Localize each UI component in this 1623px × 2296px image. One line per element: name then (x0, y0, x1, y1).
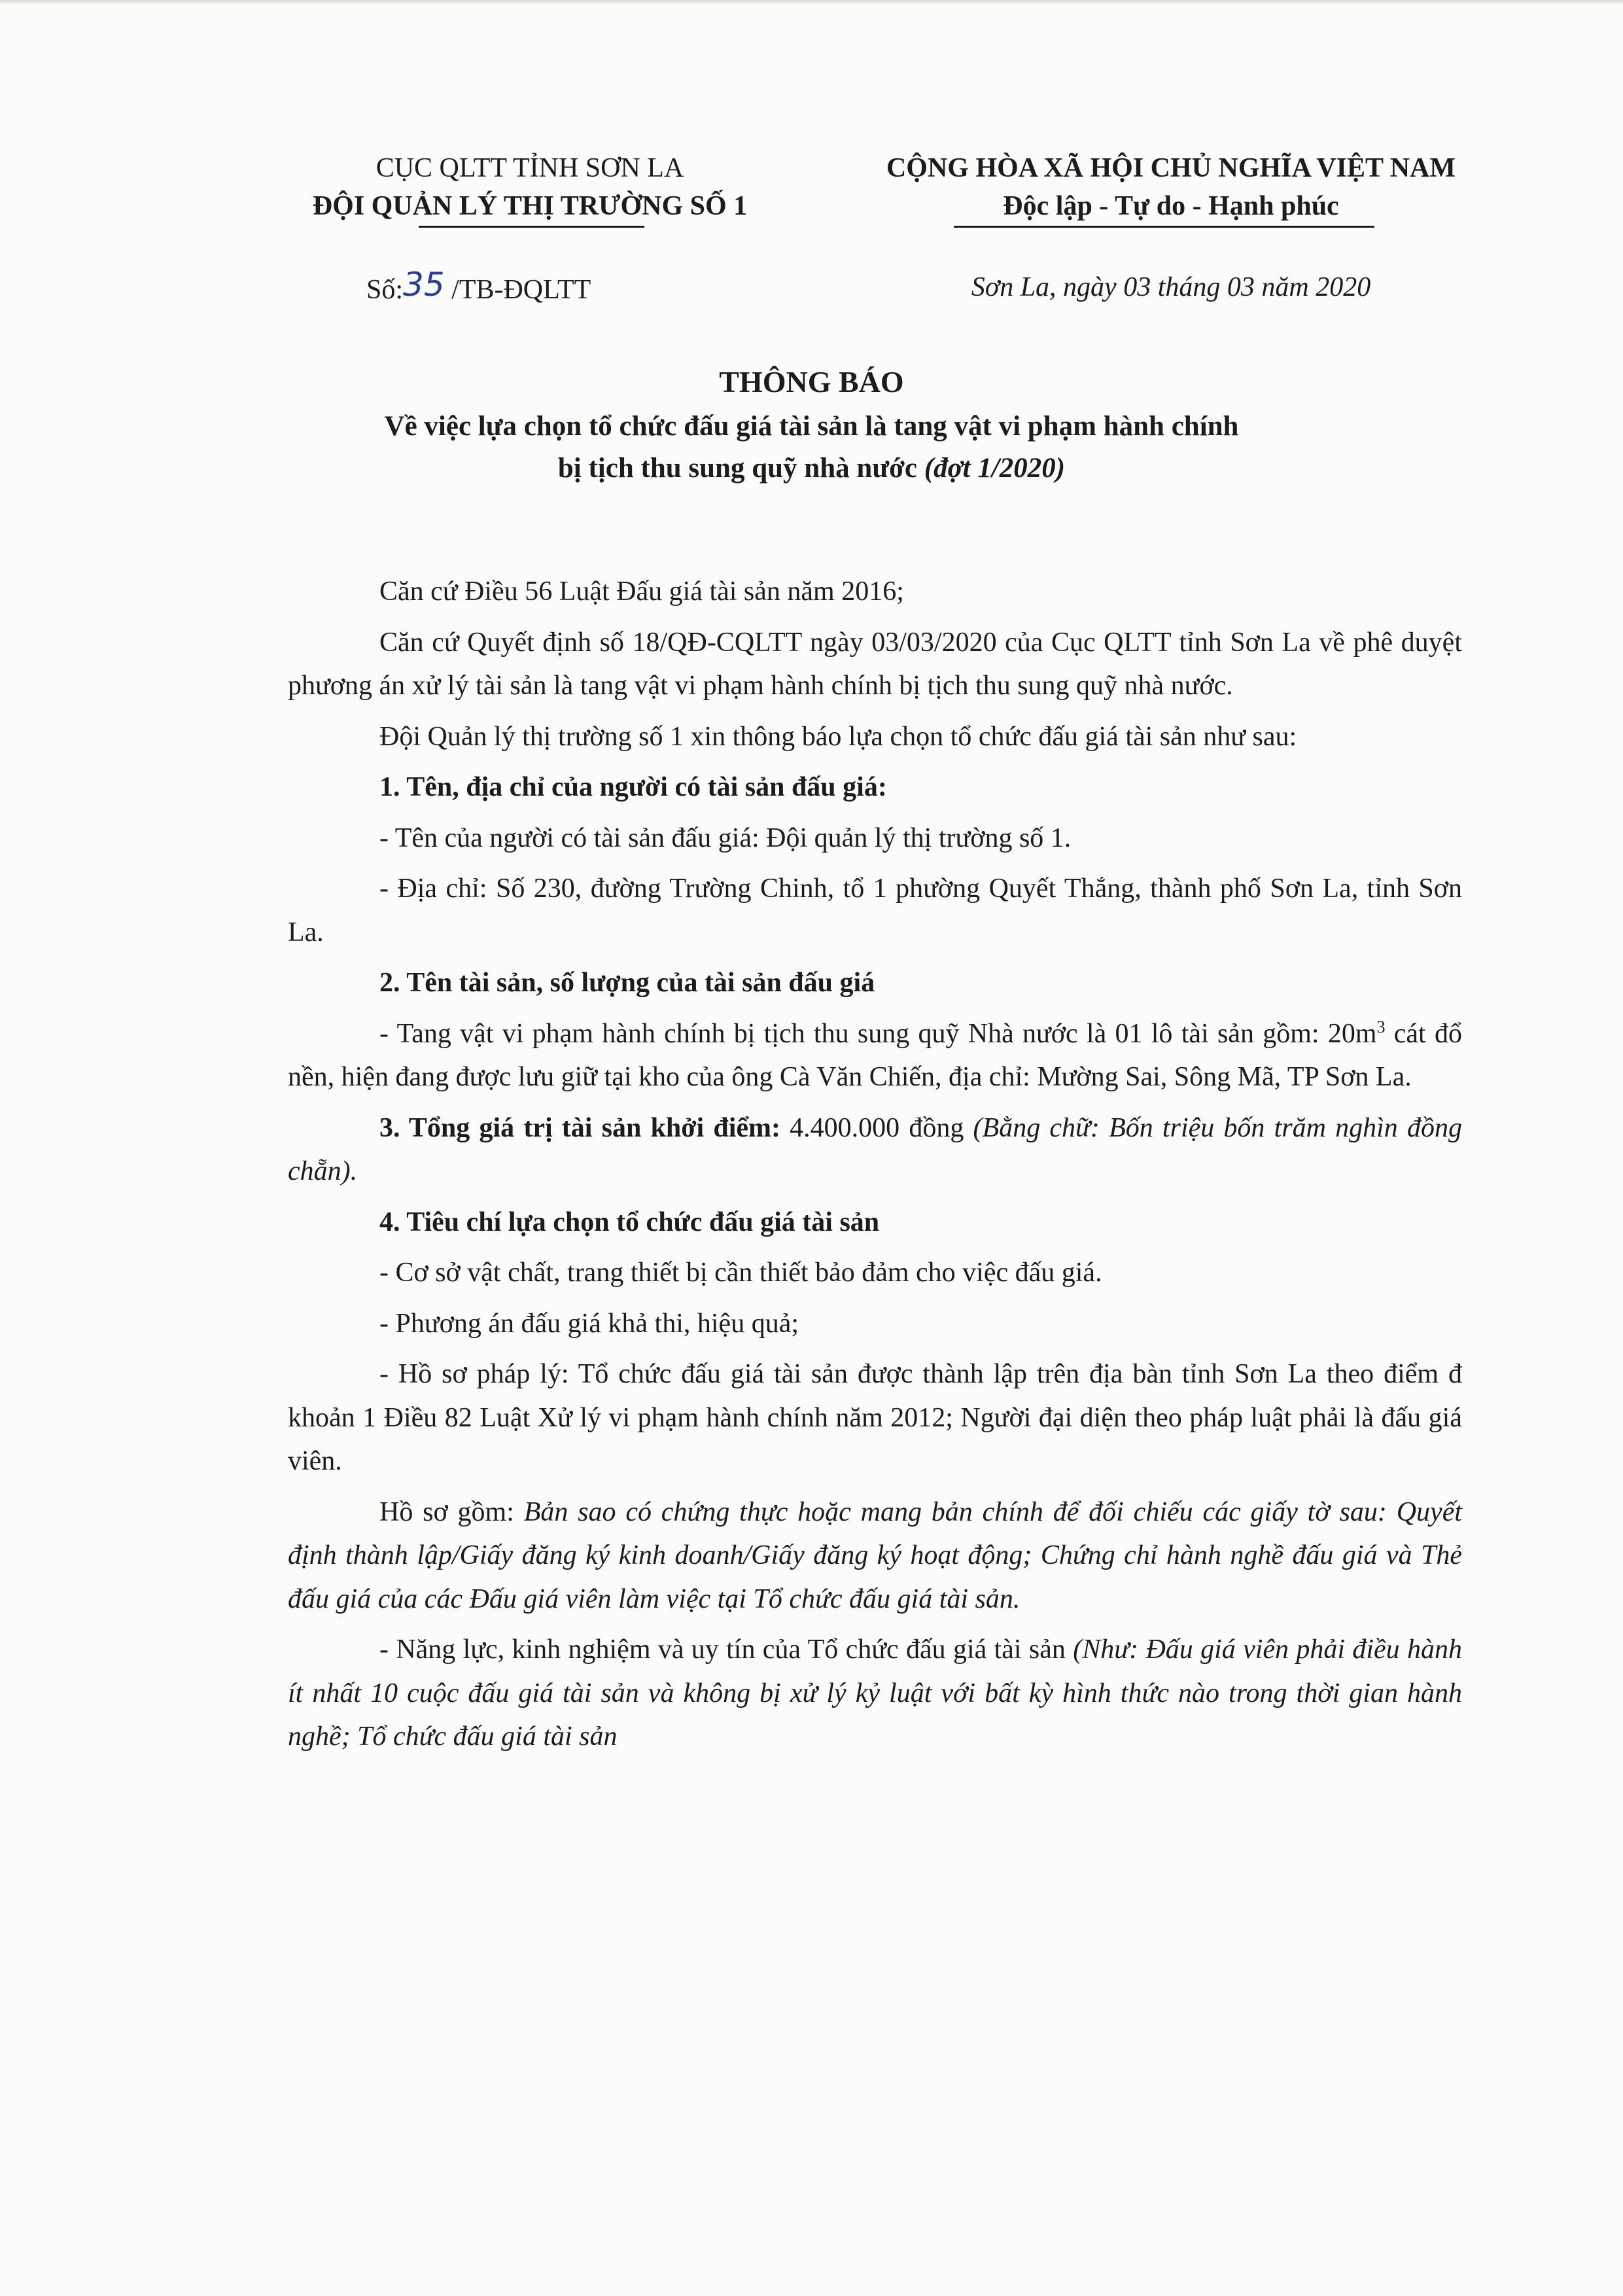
motto-underline (954, 226, 1374, 228)
subject-batch: (đợt 1/2020) (924, 453, 1066, 484)
asset-description (288, 1012, 1462, 1099)
place-date: Sơn La, ngày 03 tháng 03 năm 2020 (971, 272, 1371, 302)
section-4-heading: 4. Tiêu chí lựa chọn tổ chức đấu giá tài sản (379, 1207, 880, 1237)
section-1-heading: 1. Tên, địa chỉ của người có tài sản đấu giá: (379, 772, 887, 802)
document-body (288, 570, 1462, 1766)
capacity-text: - Năng lực, kinh nghiệm và uy tín của Tổ chức đấu giá tài sản (379, 1634, 1073, 1665)
legal-basis-1: Căn cứ Điều 56 Luật Đấu giá tài sản năm 2016; (379, 576, 904, 607)
handwritten-number: 35 (403, 266, 445, 304)
starting-price (288, 1106, 1462, 1193)
starting-price-value: 4.400.000 đồng (780, 1112, 973, 1143)
subject-line-2 (0, 448, 1623, 489)
dossier-label: Hồ sơ gồm: (379, 1496, 524, 1527)
capacity-detail: (Như: Đấu giá viên phải điều hành ít nhất 10 cuộc đấu giá tài sản và không bị xử lý kỷ luật với bất kỳ hình thức nào trong thời gian hành nghề; Tổ chức đấu giá tài sản (288, 1634, 1463, 1752)
section-3-heading: 3. Tổng giá trị tài sản khởi điểm: (379, 1112, 780, 1143)
cubic-superscript: 3 (1376, 1017, 1386, 1036)
dossier-paragraph (288, 1491, 1462, 1621)
legal-basis-2: Căn cứ Quyết định số 18/QĐ-CQLTT ngày 03/03/2020 của Cục QLTT tỉnh Sơn La về phê duyệt phương án xử lý tài sản là tang vật vi phạm hành chính bị tịch thu sung quỹ nhà nước. (288, 627, 1462, 701)
agency-underline (419, 226, 644, 228)
agency-name: ĐỘI QUẢN LÝ THỊ TRƯỜNG SỐ 1 (312, 191, 748, 221)
number-suffix: /TB-ĐQLTT (451, 275, 591, 305)
section-2-heading: 2. Tên tài sản, số lượng của tài sản đấu giá (379, 968, 875, 998)
number-prefix: Số: (366, 275, 404, 305)
subject-line-2-text: bị tịch thu sung quỹ nhà nước (557, 453, 924, 484)
document-number (366, 268, 591, 309)
asset-text-a: - Tang vật vi phạm hành chính bị tịch thu sung quỹ Nhà nước là 01 lô tài sản gồm: 20m (379, 1018, 1377, 1049)
starting-price-words: (Bằng chữ: Bốn triệu bốn trăm nghìn đồng chẵn). (288, 1112, 1462, 1186)
subject-line-1: Về việc lựa chọn tổ chức đấu giá tài sản là tang vật vi phạm hành chính (384, 411, 1239, 442)
asset-text-b: cát đổ nền, hiện đang được lưu giữ tại kho của ông Cà Văn Chiến, địa chỉ: Mường Sai, Sông Mã, TP Sơn La. (288, 1018, 1462, 1092)
criteria-capacity (288, 1628, 1462, 1759)
owner-address: - Địa chỉ: Số 230, đường Trường Chinh, tổ 1 phường Quyết Thắng, thành phố Sơn La, tỉnh Sơn La. (288, 874, 1462, 947)
criteria-facilities: - Cơ sở vật chất, trang thiết bị cần thiết bảo đảm cho việc đấu giá. (379, 1258, 1102, 1288)
country-name: CỘNG HÒA XÃ HỘI CHỦ NGHĨA VIỆT NAM (886, 153, 1456, 183)
dossier-text: Bản sao có chứng thực hoặc mang bản chính để đối chiếu các giấy tờ sau: Quyết định thành lập/Giấy đăng ký kinh doanh/Giấy đăng ký hoạt động; Chứng chỉ hành nghề đấu giá và Thẻ đấu giá của các Đấu giá viên làm việc tại Tổ chức đấu giá tài sản. (288, 1496, 1462, 1614)
national-title-block (808, 149, 1534, 225)
issuing-agency-block (222, 149, 837, 225)
criteria-plan: - Phương án đấu giá khả thi, hiệu quả; (379, 1308, 799, 1339)
national-motto: Độc lập - Tự do - Hạnh phúc (1003, 191, 1339, 221)
document-title: THÔNG BÁO (719, 365, 904, 398)
intro-paragraph: Đội Quản lý thị trường số 1 xin thông báo lựa chọn tổ chức đấu giá tài sản như sau: (379, 721, 1297, 752)
document-subject (0, 406, 1623, 489)
scan-top-edge (0, 0, 1623, 5)
agency-parent: CỤC QLTT TỈNH SƠN LA (375, 153, 684, 183)
criteria-legal: - Hồ sơ pháp lý: Tổ chức đấu giá tài sản được thành lập trên địa bàn tỉnh Sơn La theo điểm đ khoản 1 Điều 82 Luật Xử lý vi phạm hành chính năm 2012; Người đại diện theo pháp luật phải là đấu giá viên. (288, 1359, 1462, 1476)
owner-name: - Tên của người có tài sản đấu giá: Đội quản lý thị trường số 1. (379, 822, 1072, 853)
